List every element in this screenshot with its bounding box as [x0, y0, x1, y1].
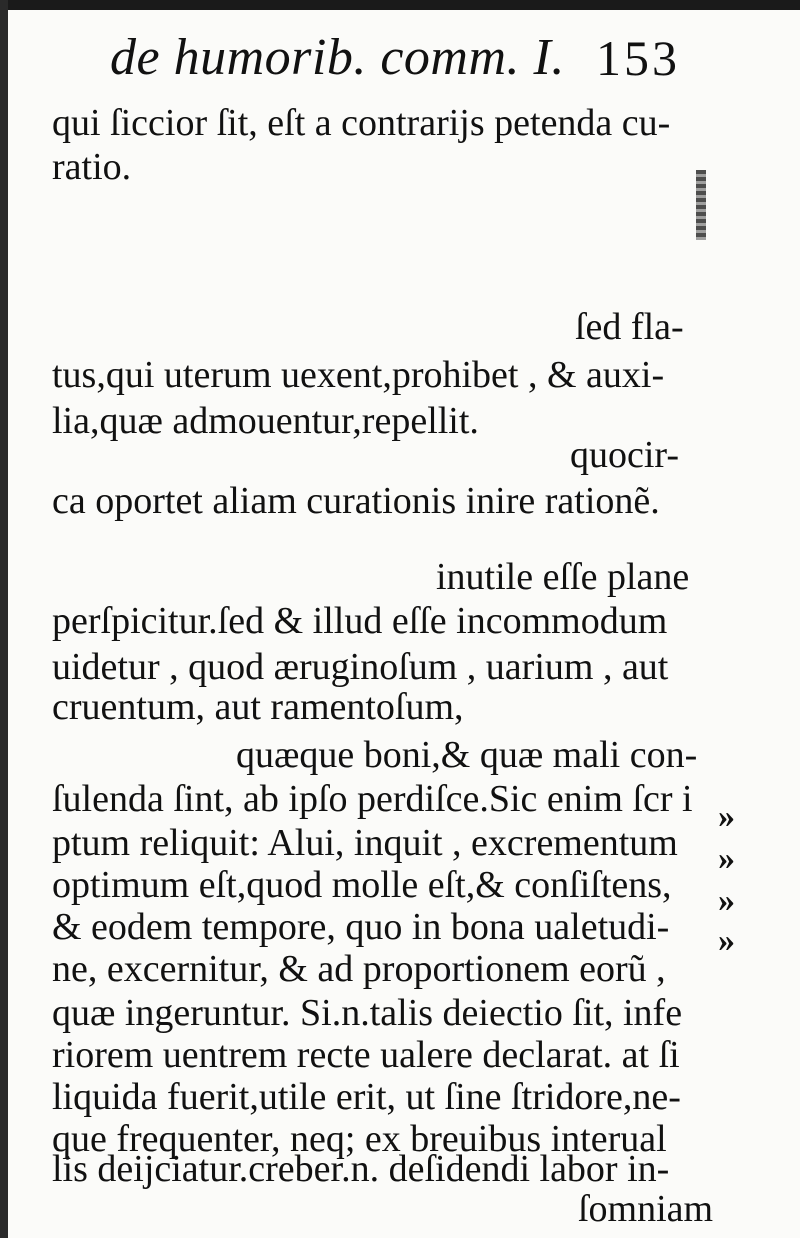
- quote-mark: »: [718, 798, 735, 835]
- page-binding-edge: [0, 0, 8, 1238]
- book-page: de humorib. comm. I. 153 qui ſiccior ſit, eſt a contrarijs petenda cu- ratio. ſed fla- tus,qui uterum uexent,prohibet , & auxi- lia,quæ admouentur,repellit. quocir- ca oportet aliam curationis inire rationẽ. inutile eſſe plane perſpicitur.ſed & illud eſſe incommodum uidetur , quod æruginoſum , uarium , aut cruentum, aut ramentoſum, quæque boni,& quæ mali con- ſulenda ſint, ab ipſo perdiſce.Sic enim ſcr i ptum reliquit: Alui, inquit , excrementum optimum eſt,quod molle eſt,& conſiſtens, & eodem tempore, quo in bona ualetudi- ne, excernitur, & ad proportionem eorũ , quæ ingeruntur. Si.n.talis deiectio ſit, infe riorem uentrem recte ualere declarat. at ſi liquida fuerit,utile erit, ut ſine ſtridore,ne- que frequenter, neq; ex breuibus interual lis deijciatur.creber.n. deſidendi labor in- ſomniam » » » »: [0, 0, 800, 1238]
- page-number: 153: [596, 30, 680, 86]
- quote-mark: »: [718, 922, 735, 959]
- page-header: [110, 28, 680, 98]
- quote-mark: »: [718, 882, 735, 919]
- ink-smudge: [696, 170, 706, 240]
- running-head: de humorib. comm. I.: [110, 29, 565, 86]
- quote-mark: »: [718, 840, 735, 877]
- page-top-edge: [0, 0, 800, 10]
